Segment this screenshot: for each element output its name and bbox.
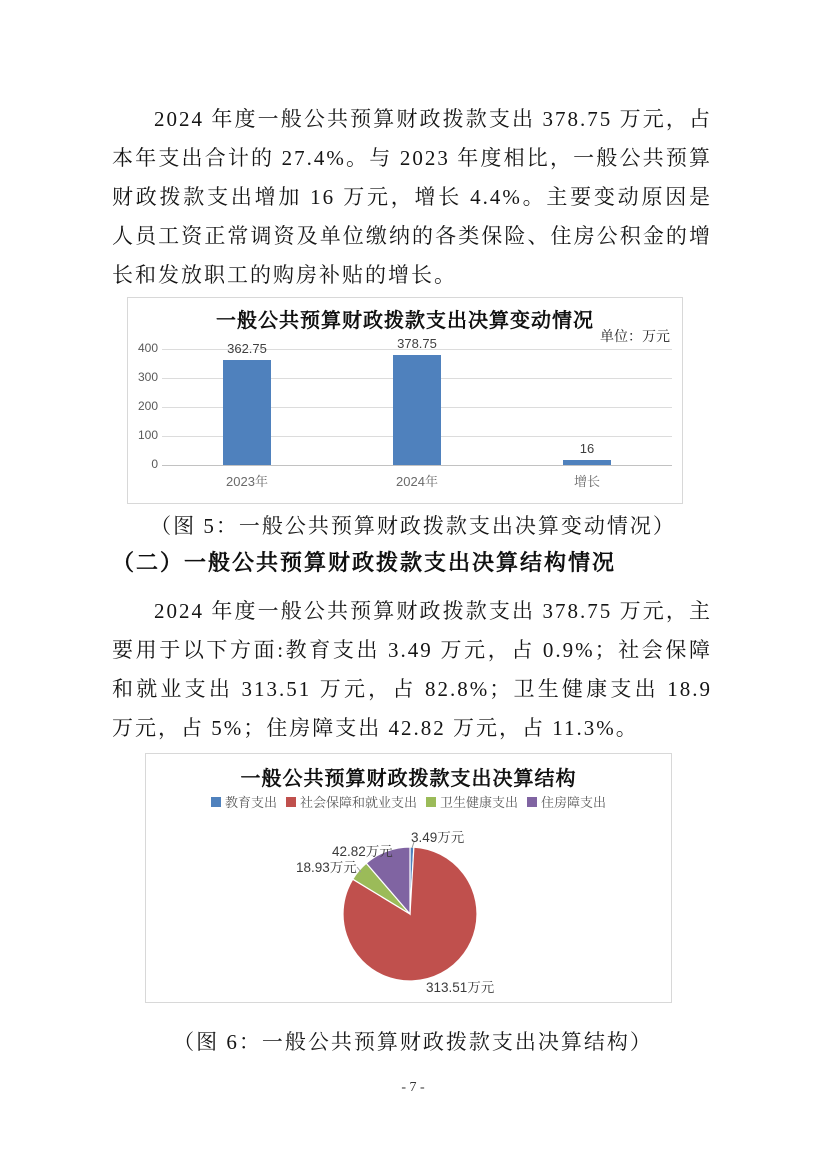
y-axis-label: 300 — [137, 370, 158, 384]
figure5-bar-chart — [127, 297, 683, 504]
legend-label: 社会保障和就业支出 — [299, 795, 417, 810]
y-axis-label: 400 — [137, 341, 158, 355]
paragraph-budget-change: 2024 年度一般公共预算财政拨款支出 378.75 万元，占本年支出合计的 27.4%。与 2023 年度相比，一般公共预算财政拨款支出增加 16 万元，增长 4.4%。主要变动原因是人员工资正常调资及单位缴纳的各类保险、住房公积金的增长和发放职工的购房补贴的增长。 — [112, 107, 712, 287]
bar-2024年 — [393, 355, 441, 465]
legend-label: 卫生健康支出 — [440, 795, 519, 810]
x-axis-label: 2024年 — [396, 474, 438, 489]
bar-value-label: 16 — [579, 441, 595, 457]
bar-value-label: 378.75 — [397, 336, 437, 352]
page-number: - 7 - — [401, 1080, 425, 1095]
figure6-pie-chart — [145, 753, 672, 1003]
pie-svg — [146, 754, 673, 1004]
pie-slice-label-卫生健康支出: 18.93万元 — [296, 860, 357, 875]
gridline — [162, 465, 672, 466]
pie-slice-label-住房障支出: 42.82万元 — [332, 844, 393, 859]
y-axis-label: 200 — [137, 399, 158, 413]
pie-slice-label-社会保障和就业支出: 313.51万元 — [426, 980, 495, 995]
paragraph-budget-structure: 2024 年度一般公共预算财政拨款支出 378.75 万元，主要用于以下方面:教育支出 3.49 万元，占 0.9%；社会保障和就业支出 313.51 万元，占 82.8%；卫生健康支出 18.9 万元，占 5%；住房障支出 42.82 万元，占 11.3%。 — [112, 599, 712, 740]
bar-增长 — [563, 460, 611, 465]
pie-chart-title: 一般公共预算财政拨款支出决算结构 — [240, 768, 577, 790]
legend-label: 教育支出 — [224, 795, 277, 810]
legend-label: 住房障支出 — [541, 795, 607, 810]
x-axis-label: 增长 — [573, 474, 600, 489]
bar-chart-title: 一般公共预算财政拨款支出决算变动情况 — [216, 310, 594, 332]
section-heading: （二）一般公共预算财政拨款支出决算结构情况 — [112, 550, 617, 575]
figure6-caption: （图 6：一般公共预算财政拨款支出决算结构） — [173, 1030, 653, 1054]
bar-chart-unit-label: 单位：万元 — [600, 330, 670, 345]
figure5-caption: （图 5：一般公共预算财政拨款支出决算变动情况） — [150, 514, 676, 538]
y-axis-label: 0 — [151, 457, 158, 471]
bar-value-label: 362.75 — [227, 340, 267, 356]
y-axis-label: 100 — [137, 428, 158, 442]
bar-2023年 — [223, 360, 271, 465]
x-axis-label: 2023年 — [226, 474, 268, 489]
pie-slice-label-教育支出: 3.49万元 — [411, 830, 465, 845]
